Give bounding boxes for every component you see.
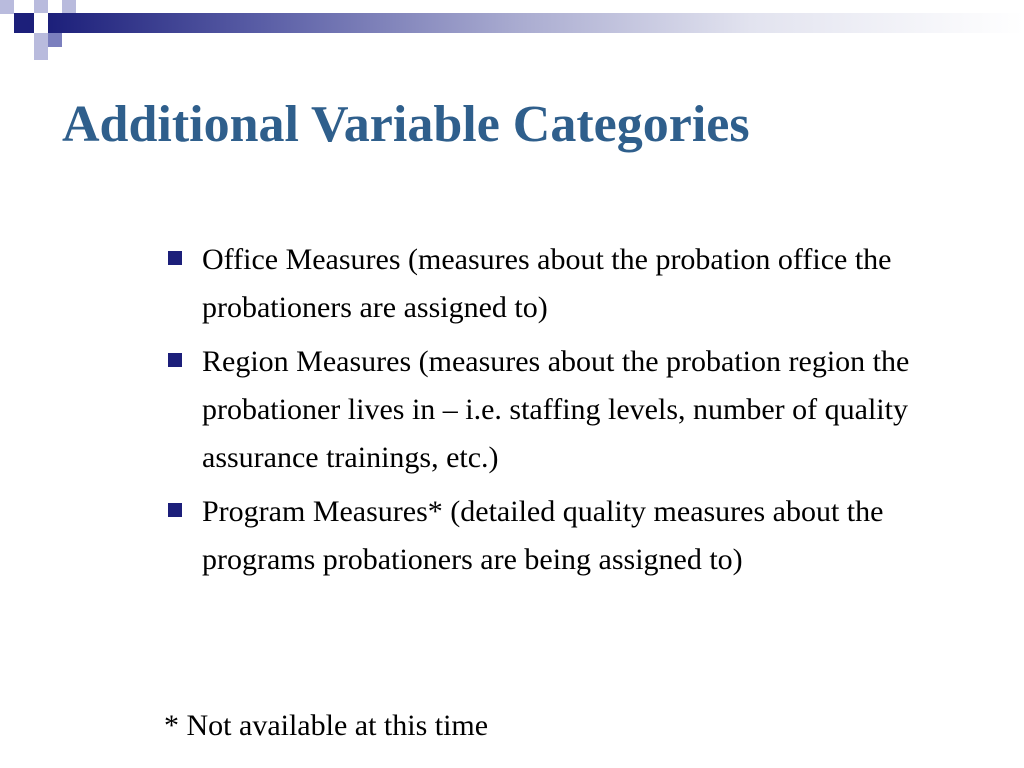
- bullet-text: Office Measures (measures about the probation office the probationers are assigned to): [202, 243, 892, 324]
- header-square-decor: [62, 0, 76, 13]
- bullet-item: [166, 338, 956, 482]
- bullet-text: Program Measures* (detailed quality measures about the programs probationers are being assigned to): [202, 495, 884, 576]
- header-square-decor: [0, 0, 14, 14]
- bullet-item: [166, 236, 956, 332]
- footnote: * Not available at this time: [164, 709, 489, 742]
- header-square-decor: [14, 13, 34, 33]
- header-square-decor: [34, 47, 48, 60]
- slide-title: Additional Variable Categories: [62, 96, 750, 153]
- header-square-decor: [34, 33, 48, 47]
- header-square-decor: [34, 0, 48, 13]
- bullet-list: [166, 236, 956, 590]
- square-bullet-icon: [168, 251, 182, 265]
- bullet-text: Region Measures (measures about the probation region the probationer lives in – i.e. staffing levels, number of quality assurance trainings, etc.): [202, 345, 910, 474]
- header-square-decor: [48, 33, 62, 47]
- square-bullet-icon: [168, 353, 182, 367]
- decorative-header: [0, 0, 1024, 60]
- bullet-item: [166, 488, 956, 584]
- square-bullet-icon: [168, 503, 182, 517]
- header-gradient-bar: [48, 13, 1024, 33]
